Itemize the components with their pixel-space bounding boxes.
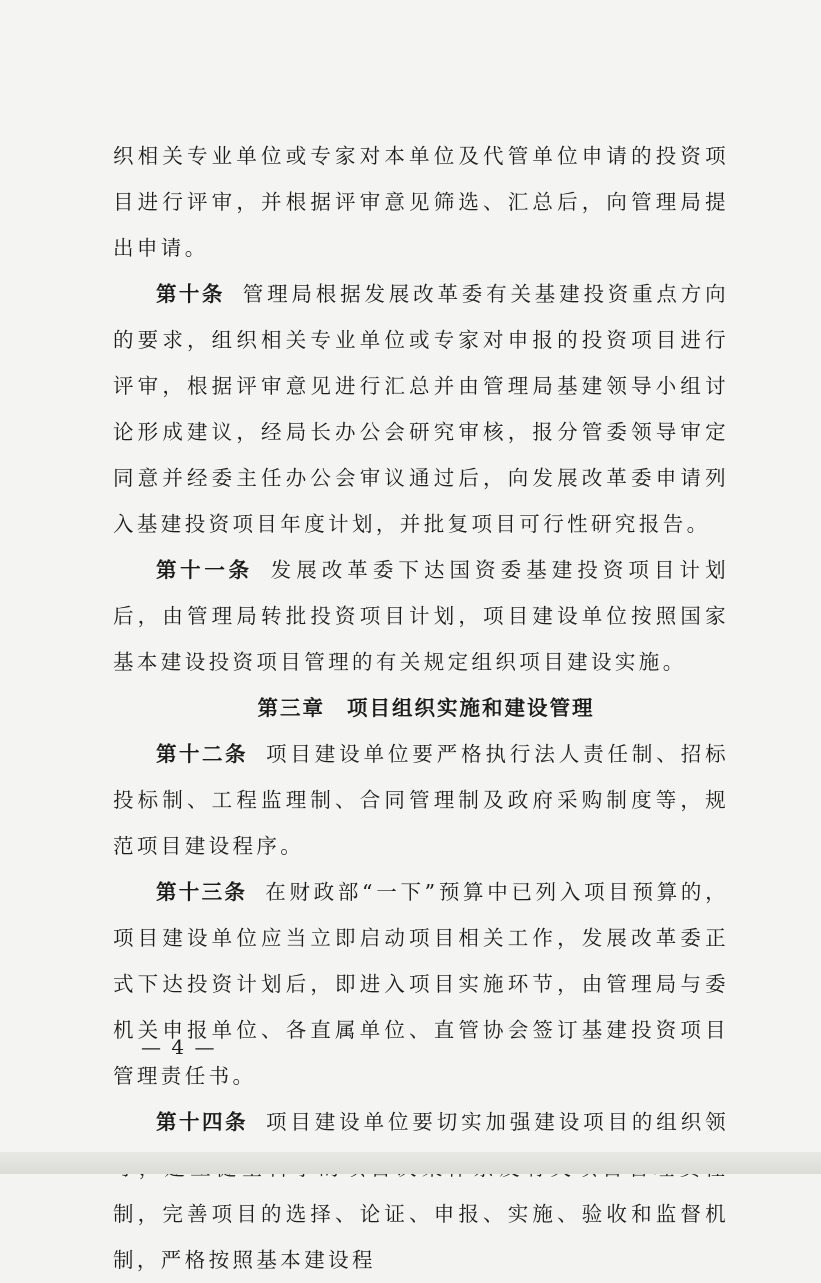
article-heading: 第十条 [156, 282, 225, 306]
article-14 [113, 1099, 729, 1283]
paragraph-text: 发展改革委下达国资委基建投资项目计划后，由管理局转批投资项目计划，项目建设单位按照国家基本建设投资项目管理的有关规定组织项目建设实施。 [113, 558, 730, 674]
chapter-number: 第三章 [257, 696, 325, 720]
paragraph-text: 项目建设单位要切实加强建设项目的组织领 制，完善项目的选择、论证、申报、实施、验收和监督机制，严格按照基本建设程 [113, 1110, 729, 1272]
article-heading: 第十一条 [156, 558, 253, 582]
paragraph-continuation [113, 133, 729, 271]
chapter-title: 项目组织实施和建设管理 [347, 696, 595, 720]
chapter-heading [113, 685, 729, 731]
scan-bottom-edge [0, 1152, 821, 1174]
article-13 [113, 869, 729, 1099]
article-heading: 第十二条 [156, 742, 248, 766]
paragraph-text: 在财政部“一下”预算中已列入项目预算的，项目建设单位应当立即启动项目相关工作，发展改革委正式下达投资计划后，即进入项目实施环节，由管理局与委机关申报单位、各直属单位、直管协会签订基建投资项目管理责任书。 [113, 880, 730, 1088]
paragraph-text: 管理局根据发展改革委有关基建投资重点方向的要求，组织相关专业单位或专家对申报的投资项目进行评审，根据评审意见进行汇总并由管理局基建领导小组讨论形成建议，经局长办公会研究审核，报分管委领导审定同意并经委主任办公会审议通过后，向发展改革委申请列入基建投资项目年度计划，并批复项目可行性研究报告。 [113, 282, 730, 536]
page-number: — 4 — [141, 1035, 217, 1059]
article-10 [113, 271, 729, 547]
article-11 [113, 547, 729, 685]
article-heading: 第十三条 [156, 880, 248, 904]
paragraph-text: 项目建设单位要严格执行法人责任制、招标投标制、工程监理制、合同管理制及政府采购制度等，规范项目建设程序。 [113, 742, 729, 858]
article-heading: 第十四条 [156, 1110, 248, 1134]
article-12 [113, 731, 729, 869]
paragraph-text: 织相关专业单位或专家对本单位及代管单位申请的投资项目进行评审，并根据评审意见筛选、汇总后，向管理局提出申请。 [113, 144, 729, 260]
